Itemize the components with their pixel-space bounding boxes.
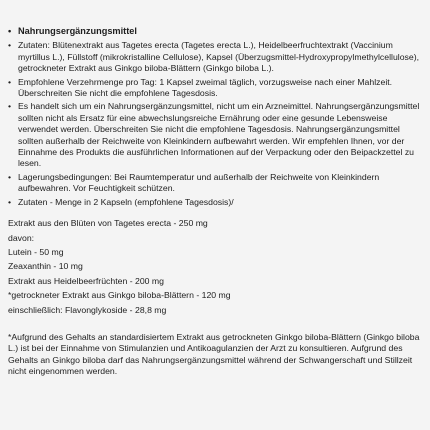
bullet-icon: •: [8, 196, 12, 207]
storage-text: Lagerungsbedingungen: Bei Raumtemperatur und außerhalb der Reichweite von Kleinkindern aufbewahren. Vor Feuchtigkeit schützen.: [18, 171, 380, 194]
product-info: [8, 26, 422, 378]
spacer: [8, 210, 422, 218]
spacer: [8, 319, 422, 332]
composition-list: [8, 218, 422, 316]
product-title: [8, 26, 422, 37]
composition-line: Lutein - 50 mg: [8, 246, 64, 257]
bullet-icon: •: [8, 76, 12, 87]
storage-item: [8, 172, 422, 195]
composition-line: Zeaxanthin - 10 mg: [8, 261, 83, 272]
title-text: Nahrungsergänzungsmittel: [18, 26, 137, 36]
dosage-text: Empfohlene Verzehrmenge pro Tag: 1 Kapsel zweimal täglich, vorzugsweise nach einer Mahlzeit. Überschreiten Sie nicht die empfohlene Tagesdosis.: [18, 76, 393, 99]
composition-line: Extrakt aus Heidelbeerfrüchten - 200 mg: [8, 275, 164, 286]
quantity-heading-item: [8, 197, 422, 208]
bullet-icon: •: [8, 171, 12, 182]
info-list: [8, 26, 422, 208]
composition-line: Extrakt aus den Blüten von Tagetes erecta - 250 mg: [8, 218, 208, 229]
ingredients-item: [8, 40, 422, 74]
composition-line: einschließlich: Flavonglykoside - 28,8 mg: [8, 304, 167, 315]
bullet-icon: •: [8, 40, 12, 51]
composition-line: davon:: [8, 232, 35, 243]
composition-line: *getrockneter Extrakt aus Ginkgo biloba-Blättern - 120 mg: [8, 290, 231, 301]
ginkgo-warning: *Aufgrund des Gehalts an standardisiertem Extrakt aus getrockneten Ginkgo biloba-Blättern (Ginkgo biloba L.) ist bei der Einnahme von Stimulanzien und Antikoagulanzien der Arzt zu konsultieren. Aufgrund des Gehalts an Ginkgo biloba darf das Nahrungsergänzungsmittel während der Schwangerschaft und Stillzeit nicht eingenommen werden.: [8, 331, 420, 377]
quantity-heading-text: Zutaten - Menge in 2 Kapseln (empfohlene Tagesdosis)/: [18, 196, 234, 207]
dosage-item: [8, 77, 422, 100]
supplement-notice-item: [8, 101, 422, 169]
ingredients-text: Zutaten: Blütenextrakt aus Tagetes erecta (Tagetes erecta L.), Heidelbeerfruchtextrakt (Vaccinium myrtillus L.), Füllstoff (mikrokristalline Cellulose), Kapsel (Überzugsmittel-Hydroxypropylmethylcellulose), getrockneter Extrakt aus Ginkgo biloba-Blättern (Ginkgo biloba L.).: [18, 40, 420, 74]
bullet-icon: •: [8, 26, 12, 36]
supplement-notice-text: Es handelt sich um ein Nahrungsergänzungsmittel, nicht um ein Arzneimittel. Nahrungsergänzungsmittel sollten nicht als Ersatz für eine abwechslungsreiche Ernährung oder eine gesunde Lebensweise verwendet werden. Überschreiten Sie nicht die empfohlene Tagesdosis. Nahrungsergänzungsmittel sollten außerhalb der Reichweite von Kleinkindern aufbewahrt werden. Wir empfehlen Ihnen, vor der Einnahme des Produkts die ausführlichen Informationen auf der Verpackung oder den Beipackzettel zu lesen.: [18, 101, 420, 169]
bullet-icon: •: [8, 101, 12, 112]
